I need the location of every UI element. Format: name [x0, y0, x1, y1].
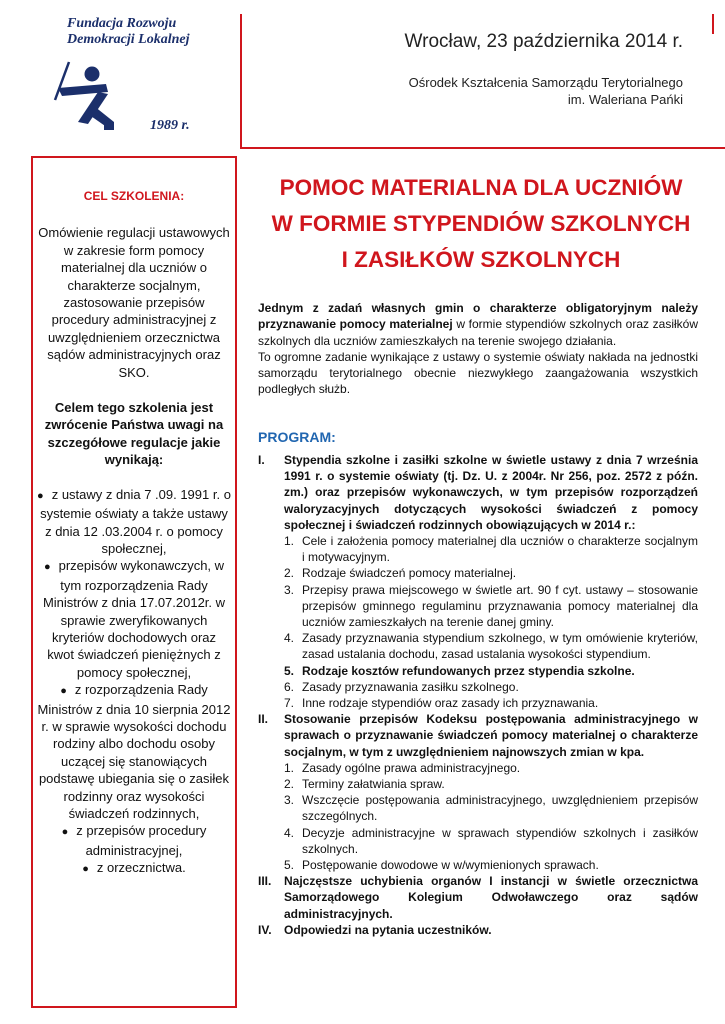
section-number: IV.	[258, 922, 272, 937]
item-text: Rodzaje świadczeń pomocy materialnej.	[302, 566, 517, 581]
item-number: 4.	[284, 631, 295, 646]
item-number: 3.	[284, 582, 295, 597]
item-number: 4.	[284, 825, 295, 840]
section-number: II.	[258, 712, 269, 727]
item-number: 5.	[284, 663, 295, 678]
section-title: Stypendia szkolne i zasiłki szkolne w świetle ustawy z dnia 7 września 1991 r. o systemie oświaty (tj. Dz. U. z 2004r. Nr 256, poz. 2572 z późn. zm.) oraz przepisów wykonawczych, w tym przepisów rozporządzeń waloryzacyjnych dotyczących wysokości świadczeń z pomocy społecznej i świadczeń rodzinnych obowiązujących w 2014 r.:	[284, 453, 698, 532]
program-list	[258, 452, 698, 938]
program-item	[284, 776, 698, 792]
item-text: Cele i założenia pomocy materialnej dla uczniów o charakterze socjalnym i motywacyjnym.	[302, 534, 698, 565]
program-section	[258, 922, 698, 938]
item-text: Wszczęcie postępowania administracyjnego, uwzględnieniem przepisów szczególnych.	[302, 793, 698, 824]
section-title: Odpowiedzi na pytania uczestników.	[284, 922, 492, 937]
regulations-list	[37, 486, 231, 879]
item-text: Postępowanie dowodowe w w/wymienionych sprawach.	[302, 858, 599, 873]
organizer: Ośrodek Kształcenia Samorządu Terytorialnego im. Waleriana Pańki	[408, 75, 683, 107]
section-title: Stosowanie przepisów Kodeksu postępowania administracyjnego w sprawach o przyznawanie świadczeń pomocy materialnej o charakterze socjalnym, w tym z uwzględnieniem najnowszych zmian w kpa.	[284, 712, 698, 759]
page-title: POMOC MATERIALNA DLA UCZNIÓW W FORMIE STYPENDIÓW SZKOLNYCH I ZASIŁKÓW SZKOLNYCH	[271, 175, 691, 272]
logo-year: 1989 r.	[150, 118, 190, 133]
program-item	[284, 792, 698, 824]
training-goal-sidebar	[31, 156, 237, 1008]
section-number: III.	[258, 874, 272, 889]
program-section	[258, 711, 698, 873]
item-text: Zasady przyznawania zasiłku szkolnego.	[302, 679, 519, 694]
bullet-icon: ●	[82, 863, 89, 876]
program-item	[284, 663, 698, 679]
bullet-icon: ●	[37, 489, 44, 502]
section-number: I.	[258, 453, 265, 467]
item-text: Przepisy prawa miejscowego w świetle art. 90 f cyt. ustawy – stosowanie przepisów gminnego regulaminu przyznawania pomocy materialnej dla uczniów zamieszkałych na terenie danej gminy.	[302, 582, 698, 630]
header-divider-horizontal	[240, 147, 725, 149]
item-text: Zasady ogólne prawa administracyjnego.	[302, 760, 521, 775]
item-number: 5.	[284, 858, 295, 873]
program-section	[258, 873, 698, 922]
item-number: 1.	[284, 534, 295, 549]
program-item	[284, 695, 698, 711]
cel-description: Omówienie regulacji ustawowych w zakresie form pomocy materialnej dla uczniów o charakterze socjalnym, zastosowanie przepisów procedury administracyjnej z uwzględnieniem orzecznictwa sądów administracyjnych oraz SKO.	[38, 225, 230, 380]
foundation-logo	[36, 10, 214, 136]
bullet-icon: ●	[60, 685, 67, 698]
program-heading: PROGRAM:	[258, 429, 336, 445]
item-number: 3.	[284, 793, 295, 808]
program-section	[258, 452, 698, 711]
list-item: ● z przepisów procedury administracyjnej,	[61, 823, 207, 858]
bullet-icon: ●	[43, 561, 51, 574]
program-item	[284, 582, 698, 631]
program-item	[284, 679, 698, 695]
item-text: Zasady przyznawania stypendium szkolnego, w tym omówienie kryteriów, zasad ustalania dochodu, zasad ustalania wysokości stypendium.	[302, 631, 698, 662]
header-divider-vertical	[240, 14, 242, 147]
header-corner-mark	[712, 14, 714, 34]
section-title: Najczęstsze uchybienia organów I instancji w świetle orzecznictwa Samorządowego Kolegium Odwoławczego oraz sądów administracyjnych.	[284, 874, 698, 921]
list-item: ● z rozporządzenia Rady Ministrów z dnia 10 sierpnia 2012 r. w sprawie wysokości dochodu rodziny albo dochodu osoby uczącej się stanowiących podstawę ubiegania się o zasiłek rodzinny oraz wysokości świadczeń rodzinnych,	[37, 682, 231, 821]
item-text: Decyzje administracyjne w sprawach stypendiów szkolnych i zasiłków szkolnych.	[302, 825, 698, 856]
list-item: ● przepisów wykonawczych, w tym rozporządzenia Rady Ministrów z dnia 17.07.2012r. w sprawie zweryfikowanych kryteriów dochodowych oraz kwot świadczeń pieniężnych z pomocy społecznej,	[42, 558, 226, 680]
item-number: 6.	[284, 679, 295, 694]
item-text: Terminy załatwiania spraw.	[302, 777, 445, 792]
program-item	[284, 760, 698, 776]
item-number: 7.	[284, 696, 295, 711]
program-item	[284, 630, 698, 662]
list-item: ● z ustawy z dnia 7 .09. 1991 r. o systemie oświaty a także ustawy z dnia 12 .03.2004 r. o pomocy społecznej,	[37, 486, 231, 556]
program-item	[284, 565, 698, 581]
list-item: ● z orzecznictwa.	[82, 860, 186, 876]
item-number: 2.	[284, 777, 295, 792]
cel-title: CEL SZKOLENIA:	[83, 189, 185, 203]
goal-statement: Celem tego szkolenia jest zwrócenie Państwa uwagi na szczegółowe regulacje jakie wynikają:	[44, 400, 224, 468]
item-text: Inne rodzaje stypendiów oraz zasady ich przyznawania.	[302, 696, 599, 711]
intro-text: Jednym z zadań własnych gmin o charakterze obligatoryjnym należy przyznawanie pomocy materialnej w formie stypendiów szkolnych oraz zasiłków szkolnych dla uczniów zamieszkałych na terenie swojego działania. To ogromne zadanie wynikające z ustawy o systemie oświaty nakłada na jednostki samorządu terytorialnego obecnie niezwykłego zaangażowania wszystkich podległych służb.	[258, 301, 699, 397]
item-number: 2.	[284, 566, 295, 581]
bullet-icon: ●	[61, 826, 69, 839]
program-item	[284, 533, 698, 565]
city-date: Wrocław, 23 października 2014 r.	[404, 31, 683, 52]
item-text: Rodzaje kosztów refundowanych przez stypendia szkolne.	[302, 663, 635, 678]
program-item	[284, 825, 698, 857]
item-number: 1.	[284, 760, 295, 775]
logo-title: Fundacja Rozwoju Demokracji Lokalnej	[67, 16, 190, 47]
program-item	[284, 857, 698, 873]
